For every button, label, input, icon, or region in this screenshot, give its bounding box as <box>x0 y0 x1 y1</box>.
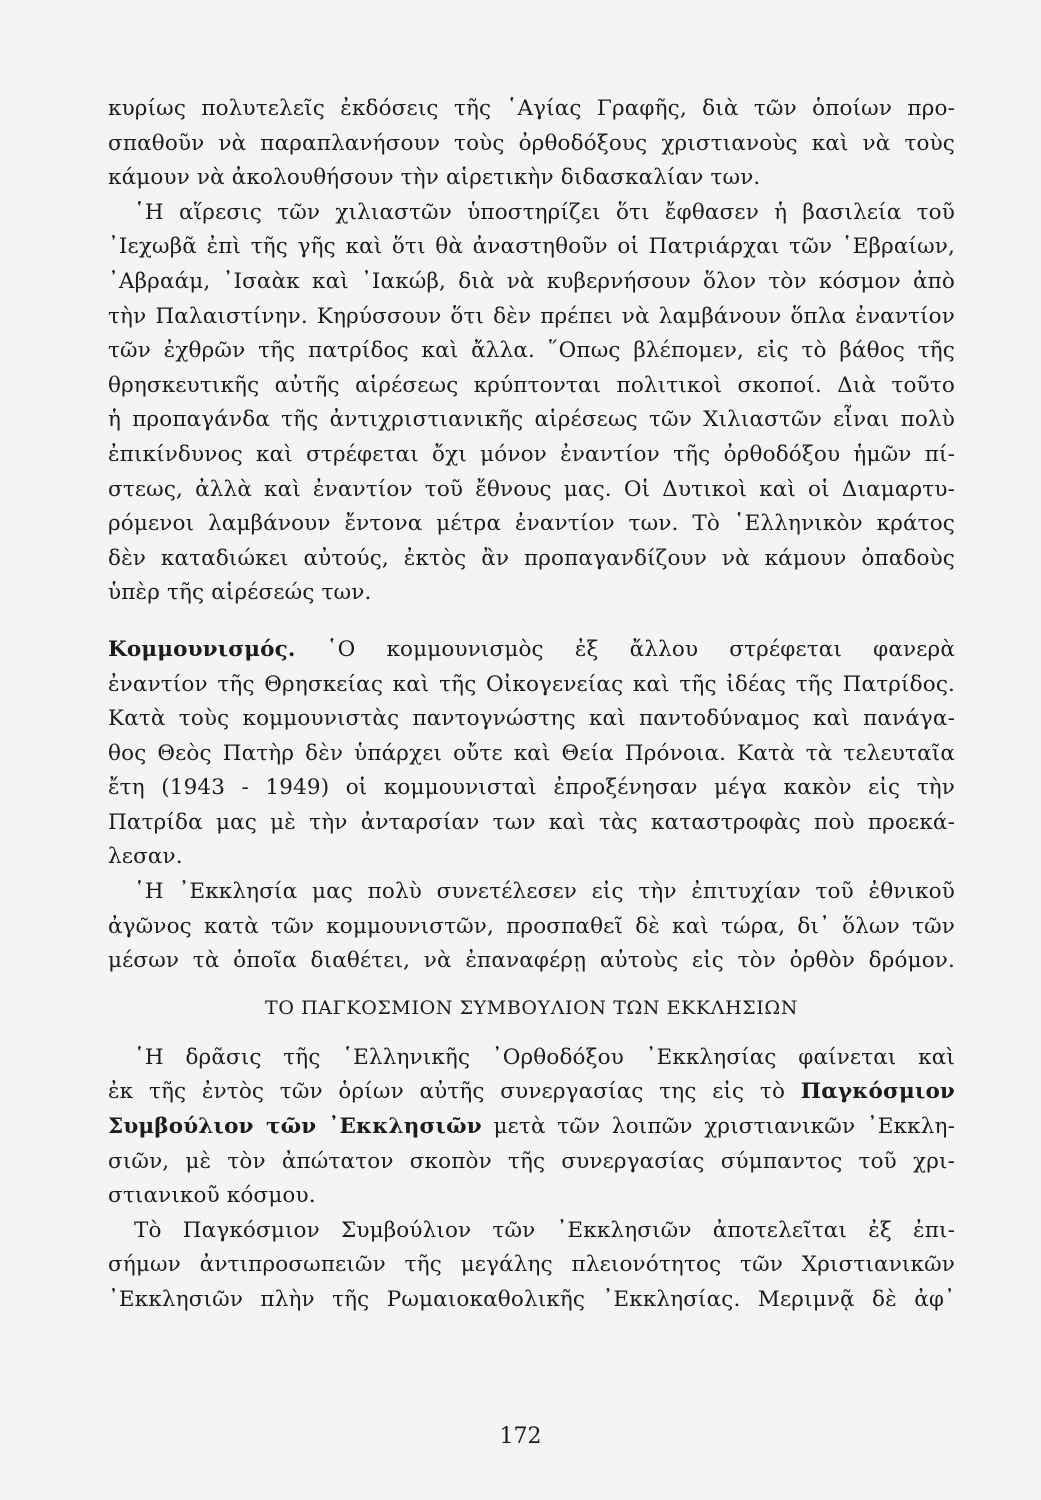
paragraph-jehovah-publications <box>108 92 955 196</box>
spacer <box>108 611 955 633</box>
text-line: ρόμενοι λαμβάνουν ἔντονα μέτρα ἐναντίον των. Τὸ ῾Ελληνικὸν κράτος <box>108 511 955 537</box>
text-line: ᾿Ιεχωβᾶ ἐπὶ τῆς γῆς καὶ ὅτι θὰ ἀναστηθοῦν οἱ Πατριάρχαι τῶν ῾Εβραίων, <box>108 234 955 260</box>
text-line: Πατρίδα μας μὲ τὴν ἀνταρσίαν των καὶ τὰς καταστροφὰς ποὺ προεκά- <box>108 809 955 835</box>
text-line: Τὸ Παγκόσμιον Συμβούλιον τῶν ᾿Εκκλησιῶν ἀποτελεῖται ἐξ ἐπι- <box>134 1217 955 1243</box>
paragraph-world-council <box>108 1041 955 1214</box>
page-number: 172 <box>499 1424 542 1449</box>
text-line <box>108 1075 955 1110</box>
text-line: ἔτη (1943 - 1949) οἱ κομμουνισταὶ ἐπροξένησαν μέγα κακὸν εἰς τὴν <box>108 775 955 801</box>
text-line <box>108 633 955 668</box>
bold-term-world-council: Παγκόσμιον <box>800 1079 955 1105</box>
text-line: θος Θεὸς Πατὴρ δὲν ὑπάρχει οὔτε καὶ Θεία Πρόνοια. Κατὰ τὰ τελευταῖα <box>108 740 955 766</box>
text-line: ῾Η ᾿Εκκλησία μας πολὺ συνετέλεσεν εἰς τὴν ἐπιτυχίαν τοῦ ἐθνικοῦ <box>134 879 955 905</box>
text-line: σιῶν, μὲ τὸν ἀπώτατον σκοπὸν τῆς συνεργασίας σύμπαντος τοῦ χρι- <box>108 1148 955 1174</box>
text-run: μετὰ τῶν λοιπῶν χριστιανικῶν ᾿Εκκλη- <box>481 1114 955 1140</box>
text-line: ῾Η αἵρεσις τῶν χιλιαστῶν ὑποστηρίζει ὅτι ἔφθασεν ἡ βασιλεία τοῦ <box>134 199 955 225</box>
text-line: στιανικοῦ κόσμου. <box>108 1183 316 1209</box>
text-line: ἀγῶνος κατὰ τῶν κομμουνιστῶν, προσπαθεῖ δὲ καὶ τώρα, δι᾿ ὅλων τῶν <box>108 913 955 939</box>
paragraph-millennialists <box>108 196 955 611</box>
text-line: δὲν καταδιώκει αὐτούς, ἐκτὸς ἂν προπαγανδίζουν νὰ κάμουν ὀπαδοὺς <box>108 545 955 571</box>
text-line: μέσων τὰ ὁποῖα διαθέτει, νὰ ἐπαναφέρῃ αὐτοὺς εἰς τὸν ὀρθὸν δρόμον. <box>108 948 955 974</box>
text-line: ᾿Εκκλησιῶν πλὴν τῆς Ρωμαιοκαθολικῆς ᾿Εκκλησίας. Μεριμνᾷ δὲ ἀφ᾿ <box>108 1287 955 1312</box>
text-run: ἐκ τῆς ἐντὸς τῶν ὁρίων αὐτῆς συνεργασίας της εἰς τὸ <box>108 1079 801 1105</box>
paragraph-council-members <box>108 1214 955 1318</box>
text-line: ῾Η δρᾶσις τῆς ῾Ελληνικῆς ᾿Ορθοδόξου ᾿Εκκλησίας φαίνεται καὶ <box>134 1044 955 1070</box>
text-line: ἐναντίον τῆς Θρησκείας καὶ τῆς Οἰκογενείας καὶ τῆς ἰδέας τῆς Πατρίδος. <box>108 671 955 697</box>
text-run: ῾Ο κομμουνισμὸς ἐξ ἄλλου στρέφεται φανερὰ <box>295 636 955 662</box>
text-line: ἡ προπαγάνδα τῆς ἀντιχριστιανικῆς αἱρέσεως τῶν Χιλιαστῶν εἶναι πολὺ <box>108 407 955 433</box>
text-line: κυρίως πολυτελεῖς ἐκδόσεις τῆς ῾Αγίας Γραφῆς, διὰ τῶν ὁποίων προ- <box>108 96 955 121</box>
bold-term-council-of-churches: Συμβούλιον τῶν ᾿Εκκλησιῶν <box>108 1114 482 1140</box>
text-line: στεως, ἀλλὰ καὶ ἐναντίον τοῦ ἔθνους μας. Οἱ Δυτικοὶ καὶ οἱ Διαμαρτυ- <box>108 476 955 502</box>
text-line: σπαθοῦν νὰ παραπλανήσουν τοὺς ὀρθοδόξους χριστιανοὺς καὶ νὰ τοὺς <box>108 130 955 156</box>
text-line: σήμων ἀντιπροσωπειῶν τῆς μεγάλης πλειονότητος τῶν Χριστιανικῶν <box>108 1252 955 1278</box>
paragraph-church-struggle <box>108 875 955 979</box>
text-line: Κατὰ τοὺς κομμουνιστὰς παντογνώστης καὶ παντοδύναμος καὶ πανάγα- <box>108 706 955 732</box>
bold-term-communism: Κομμουνισμός. <box>108 636 296 662</box>
paragraph-communism <box>108 633 955 875</box>
text-line <box>108 1110 955 1145</box>
text-line: τῶν ἐχθρῶν τῆς πατρίδος καὶ ἄλλα. ῞Οπως βλέπομεν, εἰς τὸ βάθος τῆς <box>108 338 955 364</box>
text-line: θρησκευτικῆς αὐτῆς αἱρέσεως κρύπτονται πολιτικοὶ σκοποί. Διὰ τοῦτο <box>108 372 955 398</box>
text-line: κάμουν νὰ ἀκολουθήσουν τὴν αἱρετικὴν διδασκαλίαν των. <box>108 165 761 191</box>
text-line: ὑπὲρ τῆς αἱρέσεώς των. <box>108 580 372 606</box>
text-line: τὴν Παλαιστίνην. Κηρύσσουν ὅτι δὲν πρέπει νὰ λαμβάνουν ὅπλα ἐναντίον <box>108 303 955 329</box>
text-line: ἐπικίνδυνος καὶ στρέφεται ὄχι μόνον ἐναντίον τῆς ὀρθοδόξου ἡμῶν πί- <box>108 441 955 467</box>
section-heading: ΤΟ ΠΑΓΚΟΣΜΙΟΝ ΣΥΜΒΟΥΛΙΟΝ ΤΩΝ ΕΚΚΛΗΣΙΩΝ <box>265 996 798 1019</box>
text-line: ᾿Αβραάμ, ᾿Ισαὰκ καὶ ᾿Ιακώβ, διὰ νὰ κυβερνήσουν ὅλον τὸν κόσμον ἀπὸ <box>108 268 955 294</box>
text-line: λεσαν. <box>108 844 183 870</box>
